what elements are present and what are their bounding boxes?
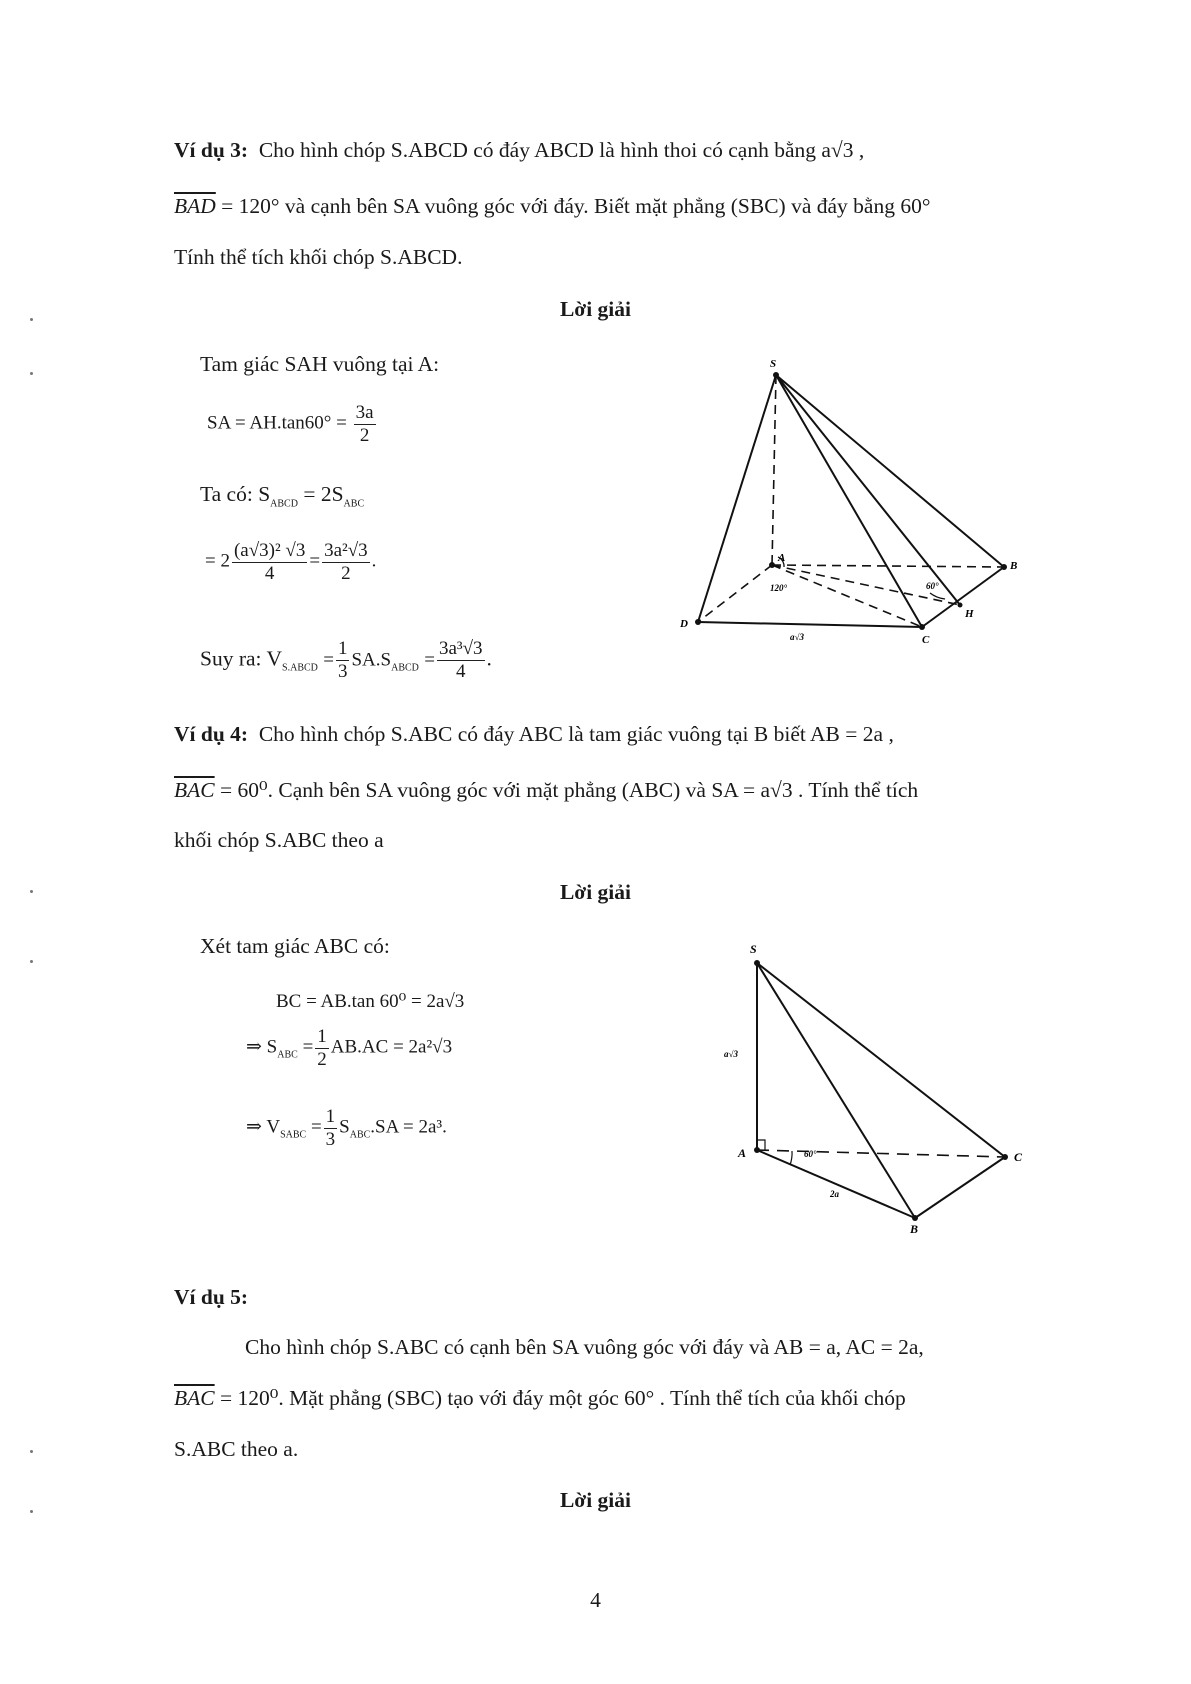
angle-bac: $\overline{BAC}$: [174, 1386, 215, 1410]
example-4-solution-heading: Lời giải: [559, 880, 632, 904]
ex3-sol-line-3: [200, 482, 364, 509]
label-s: S: [770, 358, 777, 370]
angle-bac: $\overline{BAC}$: [174, 778, 215, 802]
example-3-line-2: [174, 194, 930, 219]
edge-ab: [757, 1150, 915, 1218]
example-5-solution-heading: Lời giải: [559, 1488, 632, 1512]
scan-dot: [30, 960, 33, 963]
equals: =: [424, 649, 435, 671]
angle-bad: $\overline{BAD}$: [174, 194, 216, 218]
ex3-sol2-lhs: SA = AH.tan60° =: [207, 412, 347, 434]
label-angle-120: 120°: [770, 583, 788, 593]
equals: =: [310, 1116, 322, 1138]
numerator: 1: [325, 1106, 336, 1127]
subscript: ABC: [277, 1049, 298, 1061]
denominator: 4: [456, 660, 466, 682]
numerator: 3a³√3: [438, 638, 483, 659]
example-4-line-2: [174, 778, 918, 803]
period: .: [371, 550, 377, 572]
example-3-line-3: Tính thể tích khối chóp S.ABCD.: [174, 245, 463, 269]
edge-ac-hidden: [757, 1150, 1005, 1157]
numerator: (a√3)² √3: [233, 540, 306, 561]
label-s: S: [750, 942, 757, 956]
fraction: [336, 638, 350, 683]
ex4-sol4-mid: S: [339, 1116, 350, 1138]
fraction: [315, 1026, 329, 1071]
fraction: [322, 540, 370, 585]
label-a: A: [738, 1146, 747, 1160]
ex4-sol-line-1: Xét tam giác ABC có:: [200, 934, 390, 958]
numerator: 3a: [355, 402, 374, 423]
scan-dot: [30, 1450, 33, 1453]
ex4-sol4-pre: ⇒ V: [246, 1116, 281, 1138]
example-4-label: Ví dụ 4:: [174, 722, 249, 746]
edge-sa-hidden: [772, 375, 776, 565]
edge-bc: [915, 1157, 1005, 1218]
example-3-line-1: [174, 138, 864, 163]
example-5-line-3: S.ABC theo a.: [174, 1437, 299, 1461]
numerator: 3a²√3: [324, 540, 368, 561]
label-b: B: [1010, 560, 1018, 572]
edge-sc: [776, 375, 922, 627]
subscript: SABC: [280, 1129, 307, 1141]
numerator: 1: [317, 1026, 327, 1047]
subscript: ABC: [349, 1129, 371, 1141]
scan-dot: [30, 372, 33, 375]
example-3-label: Ví dụ 3:: [174, 138, 249, 162]
subscript: ABC: [343, 498, 365, 510]
ex3-sol-line-4: [205, 540, 376, 585]
example-5-text-2: = 120⁰. Mặt phẳng (SBC) tạo với đáy một góc 60° . Tính thể tích của khối chóp: [219, 1386, 906, 1410]
edge-sh: [776, 375, 960, 605]
ex3-sol5-pre: Suy ra: V: [200, 646, 283, 671]
ex4-sol3-pre: ⇒ S: [246, 1036, 278, 1058]
ex4-sol-line-4: [246, 1106, 447, 1151]
label-edge-sa: a√3: [724, 1049, 738, 1059]
label-edge-a-sqrt3: a√3: [790, 632, 804, 642]
ex3-sol3-text: Ta có: S: [200, 482, 271, 506]
denominator: 3: [325, 1128, 336, 1150]
fraction: [354, 402, 376, 447]
ex3-sol5-mid: SA.S: [351, 649, 392, 671]
example-4-line-3: khối chóp S.ABC theo a: [174, 828, 384, 852]
edge-ac-hidden: [772, 565, 922, 627]
denominator: 2: [341, 562, 351, 584]
ex3-sol4-pre: = 2: [205, 550, 230, 572]
ex3-sol-line-5: [200, 638, 492, 683]
label-c: C: [1014, 1150, 1023, 1164]
subscript: ABCD: [391, 662, 419, 674]
example-4-text-1: Cho hình chóp S.ABC có đáy ABC là tam giác vuông tại B biết AB = 2a ,: [258, 722, 894, 746]
edge-cb: [922, 567, 1004, 627]
edge-sd: [698, 375, 776, 622]
denominator: 2: [359, 424, 370, 446]
example-4-text-2: = 60⁰. Cạnh bên SA vuông góc với mặt phẳng (ABC) và SA = a√3 . Tính thể tích: [219, 778, 919, 802]
edge-sb: [757, 963, 915, 1218]
example-3-solution-heading: Lời giải: [559, 297, 632, 321]
edge-ad-hidden: [698, 565, 772, 622]
denominator: 4: [264, 562, 275, 584]
label-c: C: [922, 634, 930, 646]
example-4-line-1: [174, 722, 894, 747]
ex4-sol3-rest: AB.AC = 2a²√3: [330, 1036, 453, 1058]
ex4-sol4-rest: .SA = 2a³.: [370, 1116, 447, 1138]
numerator: 1: [337, 638, 348, 659]
example-5-label: Ví dụ 5:: [174, 1285, 249, 1309]
equals: =: [309, 550, 321, 572]
label-angle-60: 60°: [804, 1149, 817, 1159]
edge-sc: [757, 963, 1005, 1157]
label-angle-60: 60°: [926, 581, 939, 591]
subscript: S.ABCD: [282, 662, 318, 674]
ex3-sol-line-2: [207, 402, 378, 447]
fraction: [324, 1106, 338, 1151]
label-b: B: [910, 1222, 919, 1235]
label-h: H: [965, 608, 974, 620]
subscript: ABCD: [270, 498, 298, 510]
ex3-sol3-mid: = 2S: [297, 482, 344, 506]
denominator: 2: [317, 1048, 327, 1070]
example-5-line-1: Cho hình chóp S.ABC có cạnh bên SA vuông góc với đáy và AB = a, AC = 2a,: [245, 1335, 924, 1359]
denominator: 3: [337, 660, 348, 682]
ex3-sol-line-1: Tam giác SAH vuông tại A:: [200, 352, 440, 376]
fraction: [232, 540, 307, 585]
edge-sb: [776, 375, 1004, 567]
edge-dc: [698, 622, 922, 627]
label-edge-ab: 2a: [830, 1189, 839, 1199]
figure-pyramid-sabc: [710, 935, 1040, 1235]
period: .: [486, 646, 492, 671]
example-5-line-2: [174, 1386, 906, 1411]
example-3-text-1: Cho hình chóp S.ABCD có đáy ABCD là hình thoi có cạnh bằng a√3 ,: [258, 138, 865, 162]
label-d: D: [680, 618, 688, 630]
figure-pyramid-sabcd: [660, 355, 1020, 655]
equals: =: [323, 649, 334, 671]
page-number: 4: [590, 1588, 601, 1612]
label-a: A: [778, 552, 786, 564]
equals: =: [302, 1036, 314, 1058]
ex4-sol-line-3: [246, 1026, 452, 1071]
example-3-text-2: = 120° và cạnh bên SA vuông góc với đáy. Biết mặt phẳng (SBC) và đáy bằng 60°: [221, 194, 931, 218]
ex4-sol-line-2: BC = AB.tan 60⁰ = 2a√3: [276, 991, 465, 1012]
fraction: [437, 638, 485, 683]
